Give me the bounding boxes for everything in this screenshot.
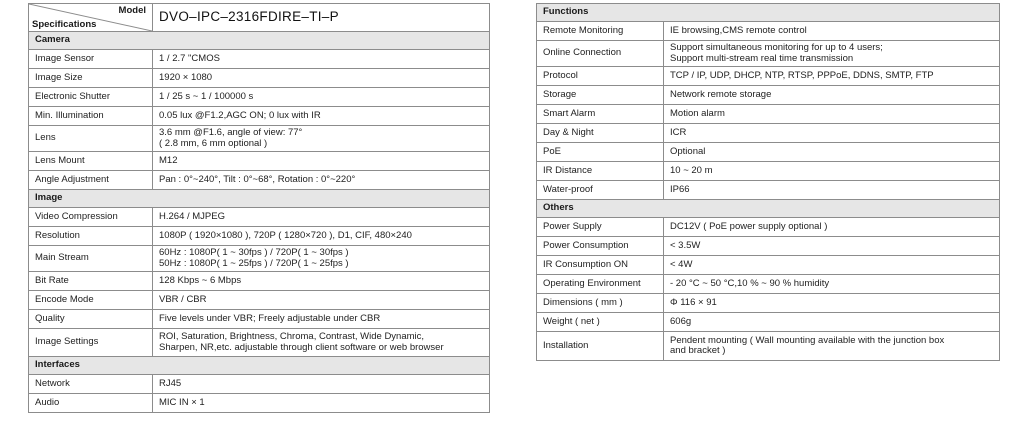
spec-label: IR Distance <box>537 162 664 181</box>
spec-value <box>153 208 490 227</box>
spec-label: Online Connection <box>537 41 664 67</box>
spec-row-water-proof <box>537 181 1000 200</box>
spec-value-line: VBR / CBR <box>159 293 207 305</box>
spec-label: Image Size <box>29 69 153 88</box>
spec-value-line: M12 <box>159 154 178 166</box>
spec-row-angle-adjustment <box>29 171 490 190</box>
spec-value-line: IP66 <box>670 183 690 195</box>
spec-row-smart-alarm <box>537 105 1000 124</box>
model-spec-header-cell <box>29 4 153 32</box>
spec-value <box>153 310 490 329</box>
spec-value <box>153 227 490 246</box>
spec-value-line: TCP / IP, UDP, DHCP, NTP, RTSP, PPPoE, DDNS, SMTP, FTP <box>670 69 934 81</box>
spec-value <box>153 272 490 291</box>
spec-row-ir-distance <box>537 162 1000 181</box>
section-title: Functions <box>537 4 1000 22</box>
spec-label: Electronic Shutter <box>29 88 153 107</box>
spec-value <box>664 162 1000 181</box>
spec-value <box>664 294 1000 313</box>
spec-value <box>664 218 1000 237</box>
spec-value <box>153 291 490 310</box>
spec-value-line: MIC IN × 1 <box>159 396 205 408</box>
spec-row-bit-rate <box>29 272 490 291</box>
spec-value <box>664 86 1000 105</box>
spec-value <box>664 332 1000 361</box>
spec-row-main-stream <box>29 246 490 272</box>
spec-value <box>153 394 490 413</box>
model-value: DVO–IPC–2316FDIRE–TI–P <box>153 4 490 32</box>
spec-row-video-compression <box>29 208 490 227</box>
spec-value <box>153 246 490 272</box>
spec-label: Audio <box>29 394 153 413</box>
spec-value <box>153 126 490 152</box>
spec-label: Remote Monitoring <box>537 22 664 41</box>
spec-value-line: 1920 × 1080 <box>159 71 213 83</box>
spec-label: Resolution <box>29 227 153 246</box>
spec-row-operating-environment <box>537 275 1000 294</box>
spec-row-poe <box>537 143 1000 162</box>
spec-value <box>664 124 1000 143</box>
spec-value-line: Motion alarm <box>670 107 725 119</box>
spec-row-quality <box>29 310 490 329</box>
spec-label: Operating Environment <box>537 275 664 294</box>
spec-value-line: 60Hz : 1080P( 1 ~ 30fps ) / 720P( 1 ~ 30fps ) <box>159 247 349 259</box>
spec-row-storage <box>537 86 1000 105</box>
spec-value <box>153 375 490 394</box>
spec-label: Storage <box>537 86 664 105</box>
spec-value <box>664 275 1000 294</box>
spec-value <box>664 256 1000 275</box>
spec-label: Angle Adjustment <box>29 171 153 190</box>
section-interfaces <box>29 357 490 375</box>
spec-label: Day & Night <box>537 124 664 143</box>
spec-value-line: 1080P ( 1920×1080 ), 720P ( 1280×720 ), D1, CIF, 480×240 <box>159 229 412 241</box>
spec-value-line: ROI, Saturation, Brightness, Chroma, Contrast, Wide Dynamic, <box>159 331 425 343</box>
spec-label: Quality <box>29 310 153 329</box>
spec-row-encode-mode <box>29 291 490 310</box>
section-title: Interfaces <box>29 357 490 375</box>
spec-value-line: and bracket ) <box>670 345 726 356</box>
spec-value-line: Support multi-stream real time transmission <box>670 52 854 64</box>
spec-value-line: 3.6 mm @F1.6, angle of view: 77° <box>159 127 303 139</box>
spec-row-power-consumption <box>537 237 1000 256</box>
left-spec-table <box>28 3 490 413</box>
spec-label: Lens Mount <box>29 152 153 171</box>
spec-row-online-connection <box>537 41 1000 67</box>
spec-label: Min. Illumination <box>29 107 153 126</box>
spec-row-image-sensor <box>29 50 490 69</box>
spec-value <box>664 22 1000 41</box>
spec-row-dimensions-mm <box>537 294 1000 313</box>
spec-row-image-size <box>29 69 490 88</box>
spec-row-remote-monitoring <box>537 22 1000 41</box>
spec-label: Water-proof <box>537 181 664 200</box>
spec-value-line: 1 / 2.7 "CMOS <box>159 52 220 64</box>
spec-value <box>664 181 1000 200</box>
spec-value-line: Five levels under VBR; Freely adjustable under CBR <box>159 312 381 324</box>
spec-value <box>664 237 1000 256</box>
spec-label: Image Sensor <box>29 50 153 69</box>
spec-value <box>153 69 490 88</box>
spec-label: Power Consumption <box>537 237 664 256</box>
spec-row-day-night <box>537 124 1000 143</box>
spec-row-protocol <box>537 67 1000 86</box>
spec-value <box>153 329 490 357</box>
section-title: Image <box>29 190 490 208</box>
spec-row-weight-net <box>537 313 1000 332</box>
spec-value-line: 0.05 lux @F1.2,AGC ON; 0 lux with IR <box>159 109 321 121</box>
spec-value-line: < 3.5W <box>670 239 701 251</box>
spec-label: Installation <box>537 332 664 361</box>
section-title: Others <box>537 200 1000 218</box>
spec-label: Main Stream <box>29 246 153 272</box>
spec-row-image-settings <box>29 329 490 357</box>
spec-row-resolution <box>29 227 490 246</box>
spec-value <box>153 171 490 190</box>
spec-value-line: Φ 116 × 91 <box>670 296 717 308</box>
right-spec-table <box>536 3 1000 361</box>
section-title: Camera <box>29 32 490 50</box>
spec-row-ir-consumption-on <box>537 256 1000 275</box>
spec-value-line: 128 Kbps ~ 6 Mbps <box>159 274 242 286</box>
spec-label: Protocol <box>537 67 664 86</box>
spec-value-line: 50Hz : 1080P( 1 ~ 25fps ) / 720P( 1 ~ 25fps ) <box>159 257 349 269</box>
spec-value <box>664 41 1000 67</box>
spec-row-electronic-shutter <box>29 88 490 107</box>
spec-value <box>153 107 490 126</box>
spec-value-line: Support simultaneous monitoring for up to 4 users; <box>670 42 883 54</box>
spec-value <box>153 88 490 107</box>
model-header-row <box>29 4 490 32</box>
spec-row-lens-mount <box>29 152 490 171</box>
specifications-label: Specifications <box>32 18 97 30</box>
section-camera <box>29 32 490 50</box>
spec-value-line: Network remote storage <box>670 88 772 100</box>
spec-row-lens <box>29 126 490 152</box>
spec-label: IR Consumption ON <box>537 256 664 275</box>
spec-value-line: 10 ~ 20 m <box>670 164 713 176</box>
spec-value-line: Pan : 0°~240°, Tilt : 0°~68°, Rotation : 0°~220° <box>159 173 356 185</box>
spec-value-line: RJ45 <box>159 377 182 389</box>
spec-row-installation <box>537 332 1000 361</box>
spec-value-line: Pendent mounting ( Wall mounting available with the junction box <box>670 334 945 346</box>
spec-value-line: IE browsing,CMS remote control <box>670 24 807 36</box>
spec-label: Weight ( net ) <box>537 313 664 332</box>
spec-label: Image Settings <box>29 329 153 357</box>
section-others <box>537 200 1000 218</box>
spec-label: PoE <box>537 143 664 162</box>
spec-label: Video Compression <box>29 208 153 227</box>
spec-row-power-supply <box>537 218 1000 237</box>
spec-row-network <box>29 375 490 394</box>
spec-value-line: H.264 / MJPEG <box>159 210 225 222</box>
spec-row-audio <box>29 394 490 413</box>
spec-value-line: ( 2.8 mm, 6 mm optional ) <box>159 137 268 149</box>
spec-label: Smart Alarm <box>537 105 664 124</box>
spec-value <box>664 105 1000 124</box>
model-label: Model <box>118 5 146 16</box>
spec-value-line: Sharpen, NR,etc. adjustable through client software or web browser <box>159 341 444 353</box>
spec-value-line: Optional <box>670 145 706 157</box>
spec-value <box>664 67 1000 86</box>
spec-label: Bit Rate <box>29 272 153 291</box>
spec-value-line: ICR <box>670 126 687 138</box>
spec-label: Network <box>29 375 153 394</box>
spec-value <box>664 313 1000 332</box>
spec-value <box>153 152 490 171</box>
section-functions <box>537 4 1000 22</box>
spec-label: Power Supply <box>537 218 664 237</box>
spec-label: Dimensions ( mm ) <box>537 294 664 313</box>
spec-value-line: 606g <box>670 315 692 327</box>
section-image <box>29 190 490 208</box>
spec-value <box>153 50 490 69</box>
spec-value-line: DC12V ( PoE power supply optional ) <box>670 220 828 232</box>
spec-label: Encode Mode <box>29 291 153 310</box>
spec-value-line: - 20 °C ~ 50 °C,10 % ~ 90 % humidity <box>670 277 830 289</box>
spec-value-line: 1 / 25 s ~ 1 / 100000 s <box>159 90 254 102</box>
spec-value <box>664 143 1000 162</box>
spec-value-line: < 4W <box>670 258 693 270</box>
spec-row-min-illumination <box>29 107 490 126</box>
spec-label: Lens <box>29 126 153 152</box>
